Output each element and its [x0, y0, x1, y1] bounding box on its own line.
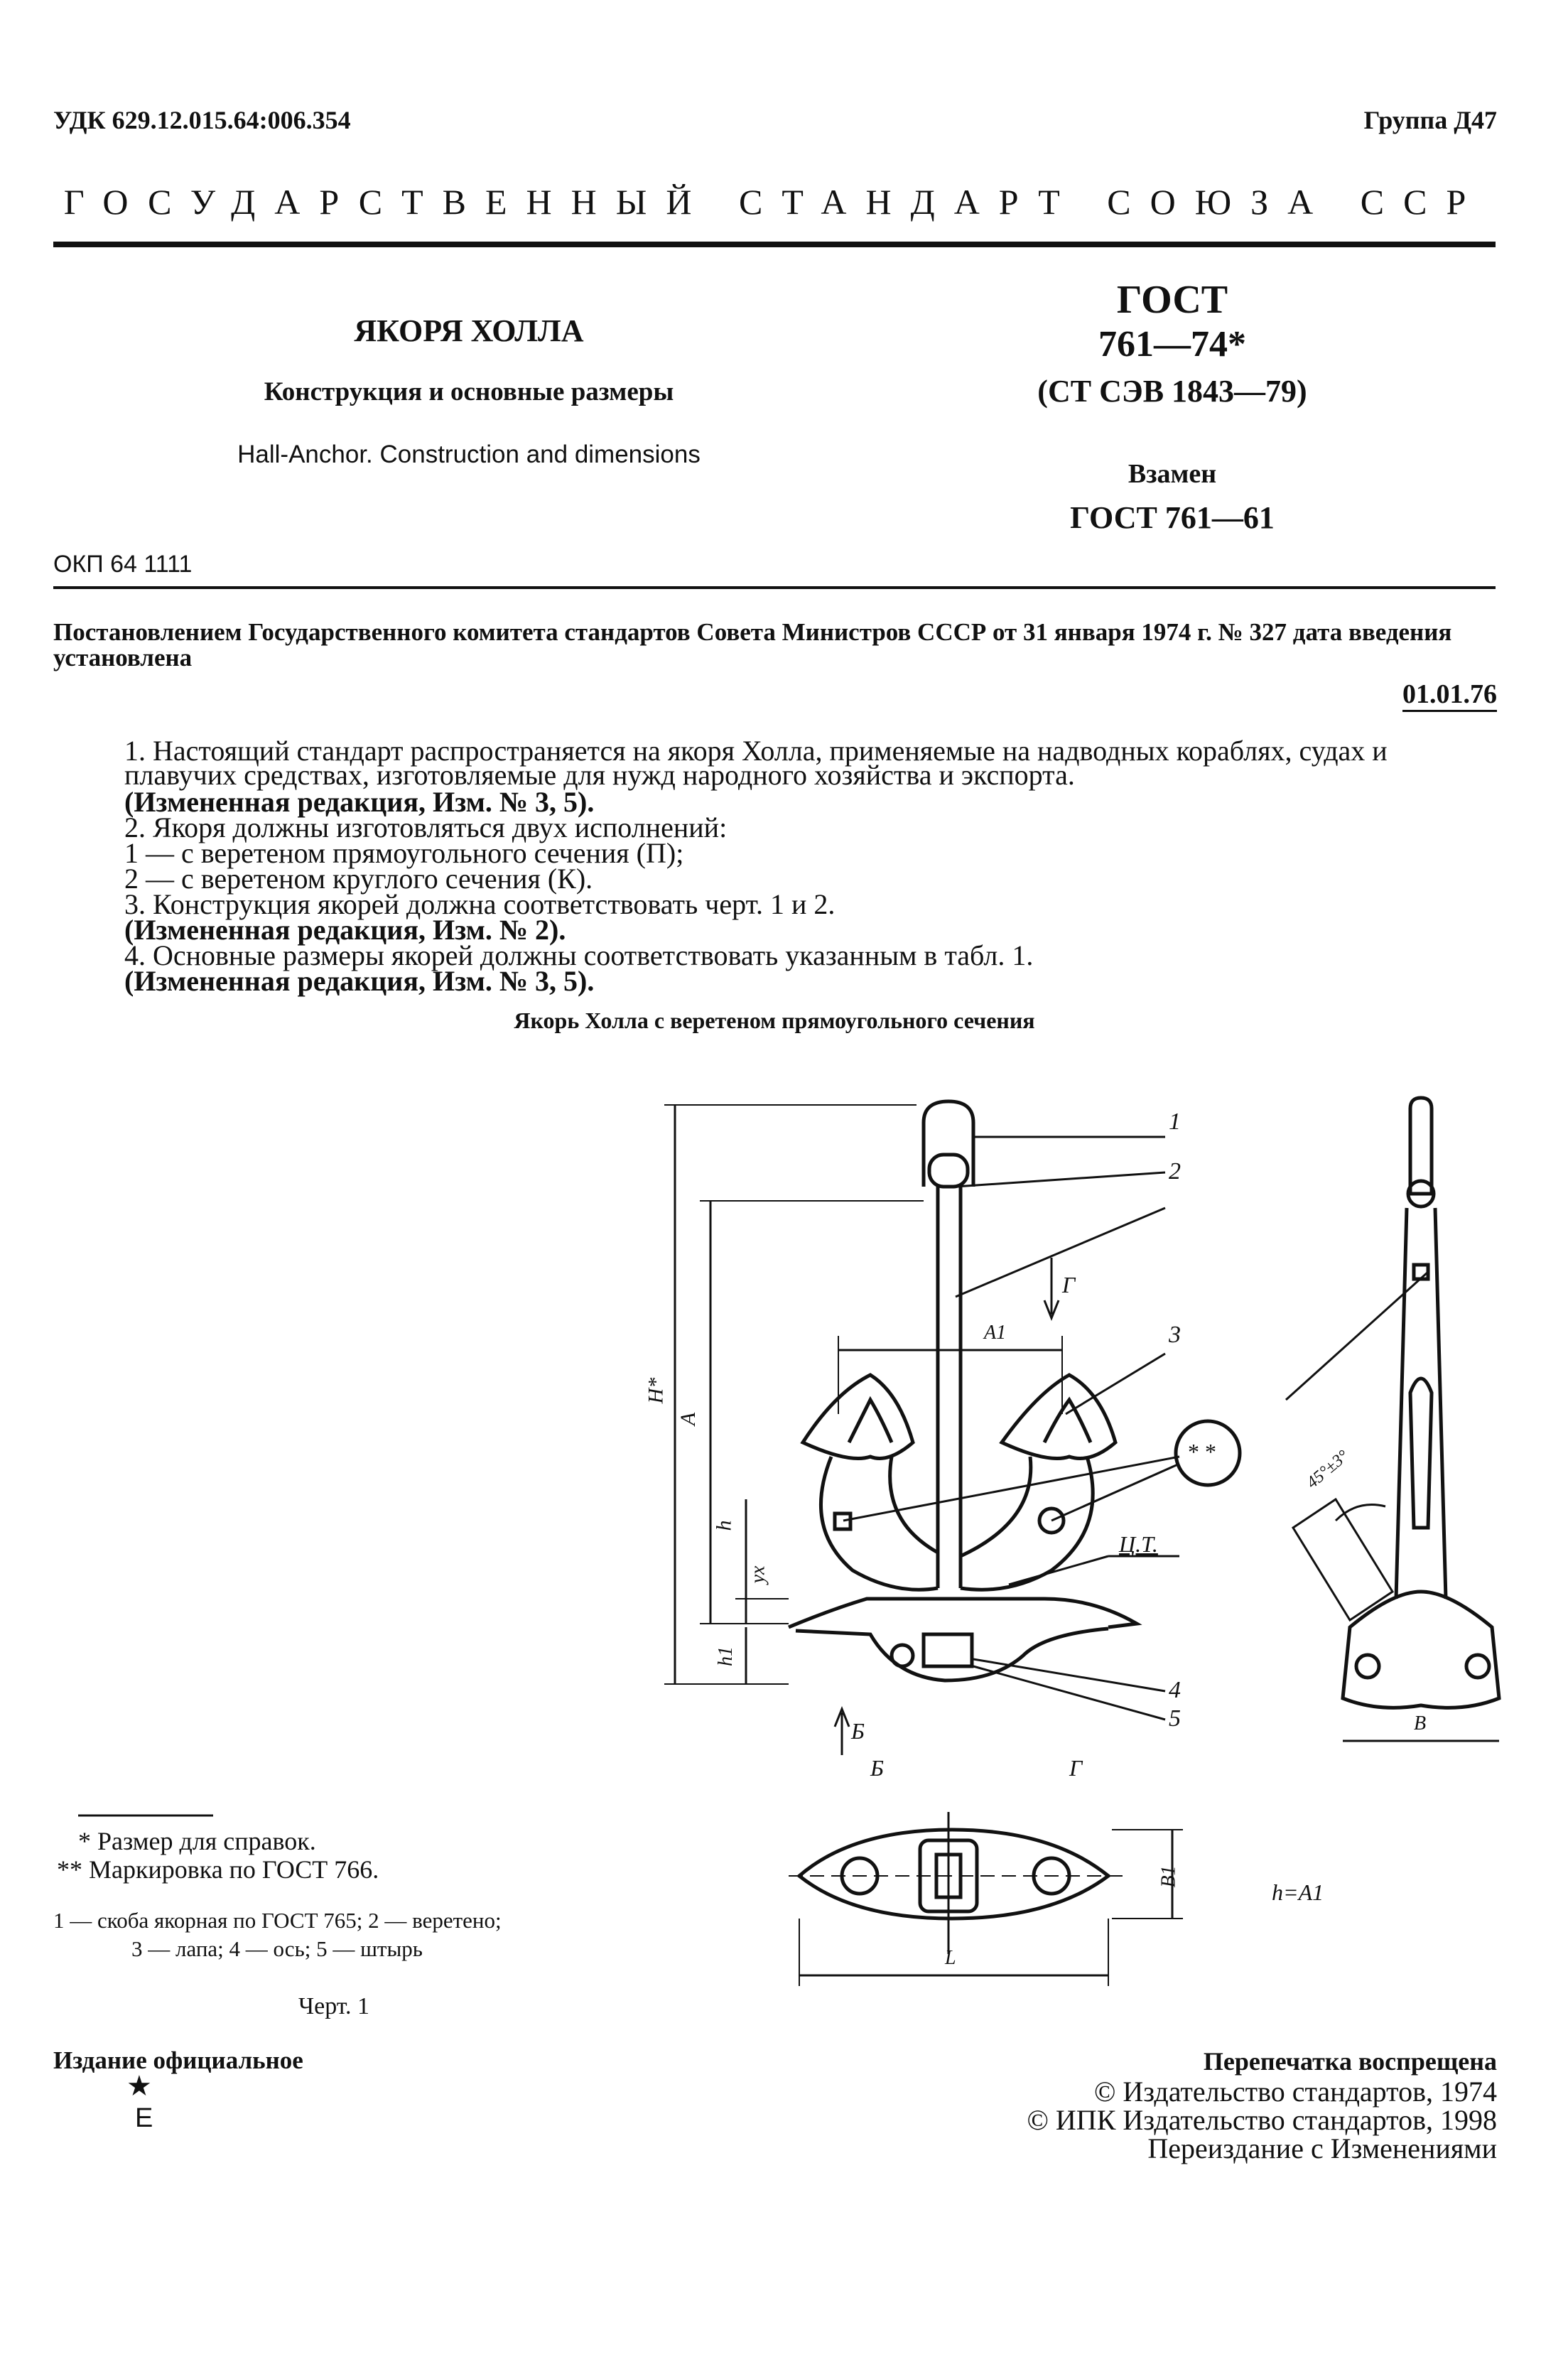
doc-english-title: Hall-Anchor. Construction and dimensions	[237, 441, 701, 468]
reissue-note: Переиздание с Изменениями	[1147, 2132, 1497, 2164]
paragraph-4: 4. Основные размеры якорей должны соответствовать указанным в табл. 1.	[124, 939, 1034, 971]
view-arrow-g-label: Г	[1062, 1272, 1076, 1297]
dim-yx: yx	[747, 1565, 769, 1584]
callout-4: 4	[1169, 1677, 1181, 1703]
callout-2: 2	[1169, 1158, 1181, 1185]
doc-subtitle: Конструкция и основные размеры	[264, 377, 674, 406]
official-edition: Издание официальное	[53, 2046, 303, 2074]
star-mark: ★	[126, 2070, 152, 2102]
dim-L: L	[945, 1947, 956, 1969]
copyright-2: © ИПК Издательство стандартов, 1998	[1027, 2104, 1497, 2136]
relation-label: h=A1	[1272, 1879, 1324, 1905]
paragraph-2-item-2: 2 — с веретеном круглого сечения (К).	[124, 863, 593, 895]
doc-title: ЯКОРЯ ХОЛЛА	[354, 313, 584, 348]
legend-line-1: 1 — скоба якорная по ГОСТ 765; 2 — веретено;	[53, 1908, 502, 1933]
figure-caption: Якорь Холла с веретеном прямоугольного сечения	[514, 1008, 1035, 1033]
dim-h1: h1	[715, 1646, 737, 1666]
paragraph-1-note: (Измененная редакция, Изм. № 3, 5).	[124, 786, 595, 818]
cg-label: Ц.Т.	[1119, 1531, 1158, 1557]
dim-A: A	[676, 1412, 701, 1426]
standard-banner: ГОСУДАРСТВЕННЫЙ СТАНДАРТ СОЮЗА ССР	[63, 182, 1486, 222]
footnote-2: ** Маркировка по ГОСТ 766.	[57, 1855, 379, 1884]
callout-1: 1	[1169, 1108, 1181, 1135]
callout-5: 5	[1169, 1705, 1181, 1732]
decree-date: 01.01.76	[1402, 679, 1497, 712]
dim-B: B	[1414, 1712, 1427, 1734]
paragraph-1: 1. Настоящий стандарт распространяется на якоря Холла, применяемые на надводных кораблях, судах и плавучих средствах, изготовляемые для нужд народного хозяйства и экспорта.	[124, 735, 1388, 791]
legend-line-2: 3 — лапа; 4 — ось; 5 — штырь	[131, 1936, 423, 1961]
paragraph-2-item-1: 1 — с веретеном прямоугольного сечения (П);	[124, 837, 684, 869]
copyright-1: © Издательство стандартов, 1974	[1093, 2076, 1497, 2108]
st-sev-number: (СТ СЭВ 1843—79)	[1037, 374, 1307, 409]
group-code: Группа Д47	[1363, 106, 1497, 134]
paragraph-3: 3. Конструкция якорей должна соответствовать черт. 1 и 2.	[124, 888, 836, 920]
footnote-1: * Размер для справок.	[78, 1827, 316, 1855]
view-arrow-b-label: Б	[851, 1718, 865, 1744]
dim-B1: B1	[1157, 1865, 1180, 1888]
dim-h: h	[712, 1520, 736, 1531]
marking-label: * *	[1188, 1439, 1216, 1464]
paragraph-2: 2. Якоря должны изготовляться двух исполнений:	[124, 811, 728, 843]
view-label-b: Б	[870, 1755, 884, 1781]
okp-code: ОКП 64 1111	[53, 551, 193, 578]
view-label-g: Г	[1069, 1755, 1083, 1781]
decree-text: Постановлением Государственного комитета стандартов Совета Министров СССР от 31 января 1974 г. № 327 дата введения установлена	[53, 618, 1452, 671]
drawing-label: Черт. 1	[298, 1993, 370, 2019]
paragraph-4-note: (Измененная редакция, Изм. № 3, 5).	[124, 965, 595, 997]
gost-label: ГОСТ	[1116, 278, 1228, 322]
dim-A1: A1	[984, 1322, 1007, 1344]
edition-letter: E	[135, 2103, 153, 2133]
angle-label: 45°±3°	[1303, 1447, 1353, 1493]
callout-3: 3	[1169, 1322, 1181, 1348]
udk-code: УДК 629.12.015.64:006.354	[53, 106, 351, 134]
dim-H: H*	[644, 1377, 668, 1404]
gost-number: 761—74*	[1098, 324, 1246, 365]
reprint-prohibited: Перепечатка воспрещена	[1203, 2047, 1497, 2076]
replaces-value: ГОСТ 761—61	[1070, 500, 1275, 535]
replaces-label: Взамен	[1128, 459, 1217, 489]
paragraph-3-note: (Измененная редакция, Изм. № 2).	[124, 914, 566, 946]
